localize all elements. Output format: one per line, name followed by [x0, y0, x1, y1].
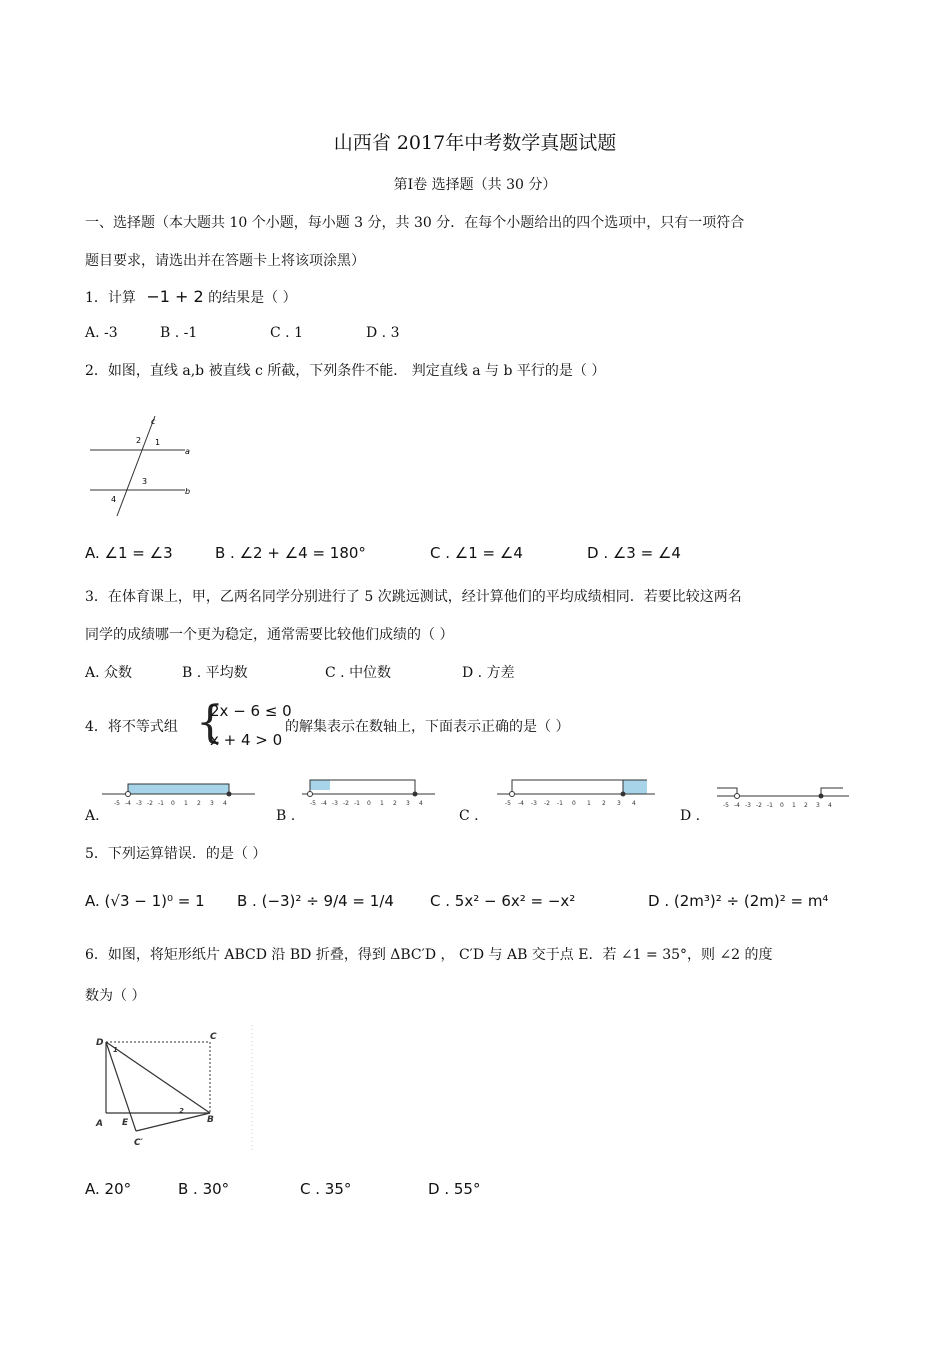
- q2-option-b[interactable]: B . ∠2 + ∠4 = 180°: [215, 544, 366, 562]
- diagonal-bd: [106, 1042, 210, 1113]
- tick-label: -5: [723, 802, 729, 809]
- question-1: [85, 287, 297, 307]
- shaded-region: [128, 784, 229, 794]
- q6-option-d[interactable]: D . 55°: [428, 1180, 481, 1198]
- tick-label: -2: [343, 800, 349, 807]
- q3-option-a[interactable]: A. 众数: [85, 665, 133, 681]
- tick-label: -3: [332, 800, 338, 807]
- q1-prefix: 1．计算: [85, 290, 136, 306]
- q1-option-c[interactable]: C . 1: [270, 325, 303, 341]
- tick-label: 1: [587, 800, 591, 807]
- q1-option-b[interactable]: B . -1: [160, 325, 198, 341]
- q5-option-a[interactable]: A. (√3 − 1)⁰ = 1: [85, 892, 205, 910]
- q1-option-d[interactable]: D . 3: [366, 325, 400, 341]
- q3-option-b[interactable]: B . 平均数: [182, 665, 248, 681]
- tick-label: 1: [792, 802, 796, 809]
- question-3-line-1: 3．在体育课上，甲，乙两名同学分别进行了 5 次跳远测试，经计算他们的平均成绩相同．若要比较这两名: [85, 589, 742, 605]
- q4-prefix: 4．将不等式组: [85, 719, 178, 735]
- q4-inequality-2: x + 4 > 0: [210, 731, 283, 749]
- open-point: [510, 792, 515, 797]
- q4-number-line-b: [300, 772, 440, 812]
- left-ray: [717, 788, 737, 796]
- closed-point: [621, 792, 626, 797]
- tick-label: -4: [734, 802, 740, 809]
- system-brace: {: [196, 697, 224, 748]
- tick-label: 3: [406, 800, 410, 807]
- tick-label: 4: [223, 800, 227, 807]
- tick-label: 1: [184, 800, 188, 807]
- q1-option-a[interactable]: A. -3: [85, 325, 118, 341]
- closed-point: [227, 792, 232, 797]
- q4-suffix: 的解集表示在数轴上，下面表示正确的是（ ）: [285, 719, 570, 735]
- label-a: a: [185, 447, 190, 456]
- tick-label: -2: [147, 800, 153, 807]
- q6-folded-rectangle-figure: [92, 1025, 262, 1150]
- tick-label: 2: [804, 802, 808, 809]
- tick-label: 2: [197, 800, 201, 807]
- q1-expression: −1 + 2: [146, 287, 204, 306]
- q2-option-d[interactable]: D . ∠3 = ∠4: [587, 544, 681, 562]
- tick-label: 0: [572, 800, 576, 807]
- q1-suffix: 的结果是（ ）: [208, 290, 297, 306]
- q2-option-a[interactable]: A. ∠1 = ∠3: [85, 544, 173, 562]
- label-c: C: [210, 1032, 217, 1042]
- q4-number-line-c: [495, 772, 660, 812]
- q5-option-b[interactable]: B . (−3)² ÷ 9/4 = 1/4: [237, 892, 394, 910]
- label-e: E: [122, 1118, 129, 1128]
- tick-label: 2: [602, 800, 606, 807]
- tick-label: 2: [393, 800, 397, 807]
- tick-label: -3: [531, 800, 537, 807]
- angle-label-2: 2: [179, 1107, 184, 1115]
- open-point: [126, 792, 131, 797]
- open-point: [308, 792, 313, 797]
- closed-point: [413, 792, 418, 797]
- q4-number-line-d: [715, 778, 853, 812]
- question-3-line-2: 同学的成绩哪一个更为稳定，通常需要比较他们成绩的（ ）: [85, 627, 454, 643]
- tick-label: 3: [210, 800, 214, 807]
- instructions-line-2: 题目要求，请选出并在答题卡上将该项涂黑）: [85, 253, 365, 269]
- q4-option-a[interactable]: A.: [85, 808, 100, 824]
- label-2: 2: [136, 436, 142, 445]
- section-subtitle: 第Ⅰ卷 选择题（共 30 分）: [393, 177, 557, 193]
- line-c: [117, 416, 155, 516]
- tick-label: -1: [158, 800, 164, 807]
- tick-label: 1: [380, 800, 384, 807]
- edge-dc-prime: [106, 1042, 136, 1131]
- tick-label: -5: [310, 800, 316, 807]
- tick-label: -3: [745, 802, 751, 809]
- question-5: 5．下列运算错误．的是（ ）: [85, 846, 267, 862]
- question-6-line-1: 6．如图，将矩形纸片 ABCD 沿 BD 折叠，得到 ΔBC′D ， C′D 与 AB 交于点 E．若 ∠1 = 35°，则 ∠2 的度: [85, 947, 773, 963]
- label-c: c: [151, 417, 156, 426]
- tick-label: -4: [125, 800, 131, 807]
- q4-inequality-1: 2x − 6 ≤ 0: [210, 702, 292, 720]
- label-3: 3: [142, 477, 148, 486]
- angle-label-1: 1: [113, 1046, 118, 1054]
- label-b: B: [207, 1115, 214, 1125]
- label-4: 4: [111, 495, 117, 504]
- q6-option-a[interactable]: A. 20°: [85, 1180, 132, 1198]
- tick-label: 3: [816, 802, 820, 809]
- tick-label: -5: [114, 800, 120, 807]
- label-c-prime: C′: [134, 1138, 143, 1148]
- question-2: 2．如图，直线 a,b 被直线 c 所截，下列条件不能． 判定直线 a 与 b 平行的是（ ）: [85, 363, 606, 379]
- tick-label: 3: [617, 800, 621, 807]
- q4-option-b[interactable]: B .: [276, 808, 296, 824]
- q6-option-c[interactable]: C . 35°: [300, 1180, 352, 1198]
- tick-label: 0: [780, 802, 784, 809]
- label-1: 1: [155, 438, 161, 447]
- q2-parallel-lines-figure: [85, 412, 195, 520]
- right-ray: [821, 788, 843, 796]
- tick-label: -1: [354, 800, 360, 807]
- tick-label: -1: [767, 802, 773, 809]
- tick-label: 0: [171, 800, 175, 807]
- edge-c-prime-b: [136, 1113, 210, 1131]
- shaded-region: [310, 780, 330, 790]
- tick-label: -5: [505, 800, 511, 807]
- q3-option-d[interactable]: D . 方差: [462, 665, 515, 681]
- tick-label: -1: [557, 800, 563, 807]
- tick-label: 4: [419, 800, 423, 807]
- open-point: [735, 794, 740, 799]
- closed-point: [819, 794, 824, 799]
- tick-label: -4: [518, 800, 524, 807]
- tick-label: 4: [828, 802, 832, 809]
- page-title: 山西省 2017年中考数学真题试题: [333, 132, 617, 154]
- label-d: D: [96, 1038, 104, 1048]
- q6-option-b[interactable]: B . 30°: [178, 1180, 230, 1198]
- q5-option-d[interactable]: D . (2m³)² ÷ (2m)² = m⁴: [648, 892, 829, 910]
- question-6-line-2: 数为（ ）: [85, 988, 146, 1004]
- q4-option-d[interactable]: D .: [680, 808, 701, 824]
- tick-label: -4: [321, 800, 327, 807]
- label-b: b: [185, 487, 191, 496]
- tick-label: -2: [544, 800, 550, 807]
- instructions-line-1: 一、选择题（本大题共 10 个小题，每小题 3 分，共 30 分．在每个小题给出的四个选项中，只有一项符合: [85, 215, 745, 231]
- shaded-region: [623, 780, 647, 794]
- q2-option-c[interactable]: C . ∠1 = ∠4: [430, 544, 523, 562]
- q5-option-c[interactable]: C . 5x² − 6x² = −x²: [430, 892, 576, 910]
- tick-label: 0: [367, 800, 371, 807]
- tick-label: -2: [756, 802, 762, 809]
- tick-label: 4: [632, 800, 636, 807]
- q4-option-c[interactable]: C .: [459, 808, 479, 824]
- q3-option-c[interactable]: C . 中位数: [325, 665, 392, 681]
- label-a: A: [96, 1119, 103, 1129]
- tick-label: -3: [136, 800, 142, 807]
- q4-number-line-a: [100, 772, 260, 812]
